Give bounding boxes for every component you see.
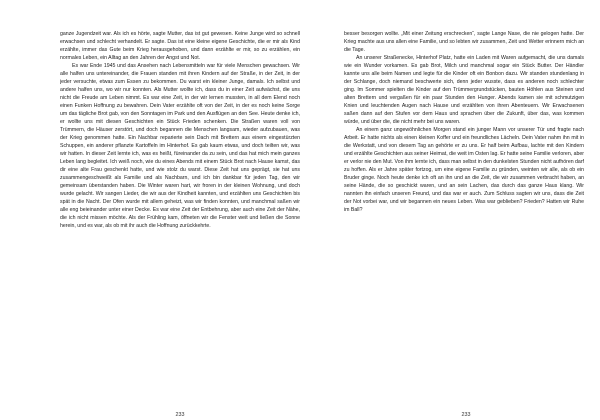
right-page bbox=[344, 30, 584, 398]
right-paragraph-2: An unserer Straßenecke, Hinterhof Platz, hatte ein Laden mit Waren aufgemacht, die uns damals wie ein Wunder vorkamen. Es gab Brot, Milch und manchmal sogar ein Stück Butter. Der Händler kannte uns alle beim Namen und legte für die Kinder oft ein Bonbon dazu. Wir standen stundenlang in der Schlange, doch niemand beschwerte sich, denn jeder wusste, dass es anderen noch schlechter ging. Im Sommer spielten die Kinder auf den Trümmergrundstücken, bauten Höhlen aus Steinen und alten Brettern und vergaßen für ein paar Stunden den Hunger. Abends kamen sie mit schmutzigen Knien und leuchtenden Augen nach Hause und erzählten von ihren Abenteuern. Wir Erwachsenen saßen dann auf den Stufen vor dem Haus und sprachen über die Zukunft, über das, was kommen würde, und über die, die nicht mehr bei uns waren. bbox=[344, 55, 584, 126]
left-paragraph-2: Es war Ende 1945 und das Ansehen nach Lebensmitteln war für viele Menschen gewachsen. Wir alle halfen uns untereinander, die Frauen standen mit ihren Kindern auf der Straße, in der Zeit, in der jeder versuchte, etwas zum Essen zu bekommen. Du warst ein kleiner Junge, damals. Ich selbst und andere halfen uns, wo wir nur konnten. Als Mutter wollte ich, dass du in einer Zeit aufwächst, die uns nicht die Freude am Leben nimmt. Es war eine Zeit, in der wir lernen mussten, in all dem Elend noch einen Funken Hoffnung zu bewahren. Dein Vater erzählte oft von der Zeit, in der es noch keine Sorge um das tägliche Brot gab, von den Sonntagen im Park und den Ausflügen an den See. Heute denke ich, er wollte uns mit diesen Geschichten ein Stück Frieden schenken. Die Straßen waren voll von Trümmern, die Häuser zerstört, und doch begannen die Menschen langsam, wieder aufzubauen, was der Krieg genommen hatte. Ein Nachbar reparierte sein Dach mit Brettern aus einem eingestürzten Schuppen, ein anderer pflanzte Kartoffeln im Hinterhof. Es gab kaum etwas, und doch teilten wir, was wir hatten. In dieser Zeit lernte ich, was es heißt, füreinander da zu sein, und das hat mich mein ganzes Leben lang begleitet. Ich weiß noch, wie du eines Abends mit einem Stück Brot nach Hause kamst, das dir eine alte Frau geschenkt hatte, und wie stolz du warst. Diese Zeit hat uns geprägt, sie hat uns zusammengeschweißt als Familie und als Nachbarn, und ich bin dankbar für jeden Tag, den wir gemeinsam überstanden haben. Die Winter waren hart, wir froren in der kleinen Wohnung, und doch wurde gelacht. Wir sangen Lieder, die wir aus der Kindheit kannten, und erzählten uns Geschichten bis spät in die Nacht. Der Ofen wurde mit allem geheizt, was wir finden konnten, und manchmal saßen wir alle eng beieinander unter einer Decke. Es war eine Zeit der Entbehrung, aber auch eine Zeit der Nähe, die ich nicht missen möchte. Als der Frühling kam, öffneten wir die Fenster weit und ließen die Sonne herein, und es war, als ob mit ihr auch die Hoffnung zurückkehrte. bbox=[60, 63, 300, 230]
left-page-number: 233 bbox=[175, 412, 185, 418]
right-paragraph-1: besser besorgen wollte. „Mit einer Zeitung erschrecken“, sagte Lange Nase, die nie gelogen hatte. Der Krieg machte aus uns allen eine Familie, und so lebten wir zusammen, Zeit und Wetter erinnern mich an die Tage. bbox=[344, 31, 584, 54]
right-page-number: 233 bbox=[461, 412, 471, 418]
left-paragraph-1: ganze Jugendzeit war. Als ich es hörte, sagte Mutter, das ist gut gewesen. Keine Junge wird so schnell erwachsen und schlecht verhandelt. Er sagte. Das ist eine kleine eigene Geschichte, die er mir als Kind erzählte, immer das Gute beim Krieg herausgehoben, und dann erzählte er mir, so zu erzählen, ein normales Leben, ein Alltag an den Jahren der Angst und Not. bbox=[60, 31, 300, 62]
right-paragraph-3: An einem ganz ungewöhnlichen Morgen stand ein junger Mann vor unserer Tür und fragte nach Arbeit. Er hatte nichts als einen kleinen Koffer und ein freundliches Lächeln. Dein Vater nahm ihn mit in die Werkstatt, und von diesem Tag an gehörte er zu uns. Er half beim Aufbau, lachte mit den Kindern und erzählte Geschichten aus seiner Heimat, die weit im Osten lag. Er hatte seine Familie verloren, aber er verlor nie den Mut. Von ihm lernte ich, dass man selbst in den dunkelsten Stunden nicht aufhören darf zu hoffen. Als er Jahre später fortzog, um eine eigene Familie zu gründen, weinten wir alle, als ob ein Bruder ginge. Noch heute denke ich oft an ihn und an die Zeit, die wir zusammen verbracht haben, an seine Hände, die so geschickt waren, und an sein Lachen, das durch das ganze Haus klang. Wir nannten ihn einfach unseren Freund, und das war er auch. Zum Schluss sagten wir uns, dass die Zeit der Not vorbei war, und wir begannen ein neues Leben. Was war geblieben? Frieden? Hatten wir Ruhe im Ball? bbox=[344, 127, 584, 214]
left-page bbox=[60, 30, 300, 398]
